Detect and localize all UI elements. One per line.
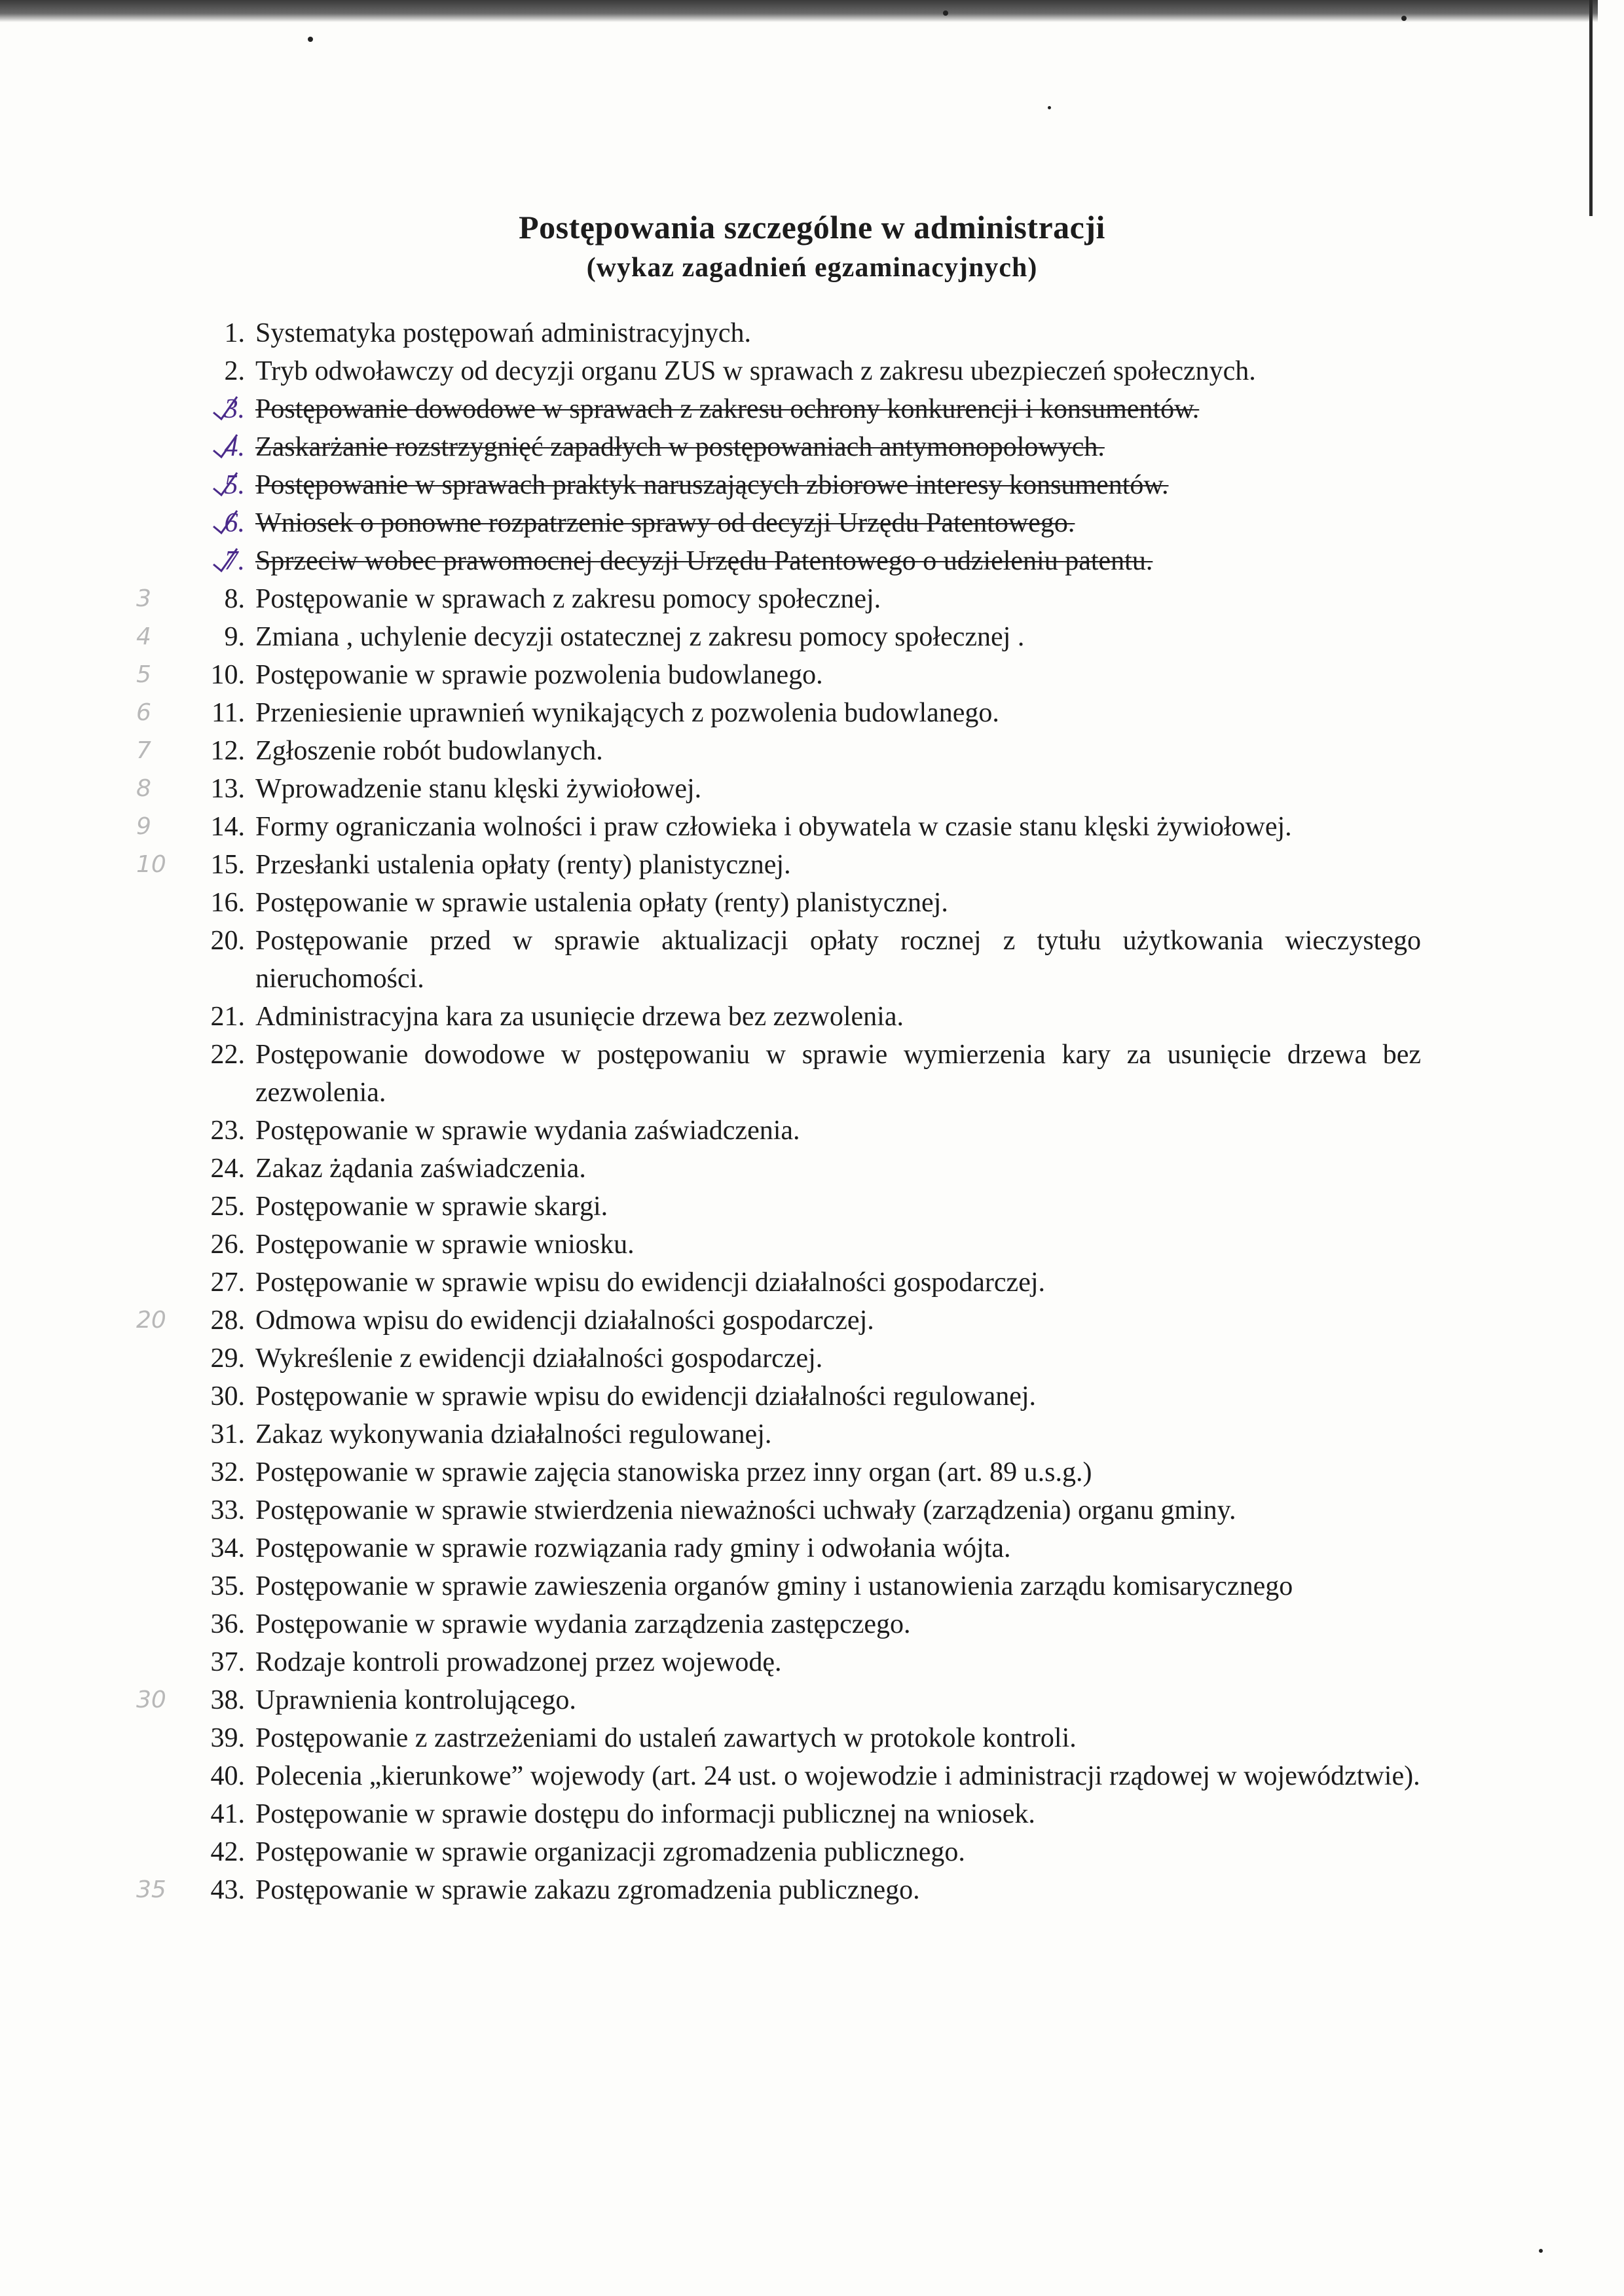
list-item	[177, 504, 1421, 542]
list-item	[177, 1377, 1421, 1415]
item-text: Postępowanie w sprawie zajęcia stanowiska przez inny organ (art. 89 u.s.g.)	[255, 1457, 1092, 1487]
pencil-margin-number: 5	[136, 661, 151, 688]
item-number: 23.	[210, 1116, 245, 1146]
item-number: 27.	[210, 1267, 245, 1298]
list-item	[177, 1643, 1421, 1681]
pencil-margin-number: 8	[136, 775, 151, 802]
list-item	[177, 1264, 1421, 1302]
item-number: 5.	[224, 470, 245, 500]
item-text: Odmowa wpisu do ewidencji działalności gospodarczej.	[255, 1305, 874, 1336]
pencil-margin-number: 9	[136, 813, 151, 840]
pen-check-icon	[208, 431, 241, 464]
item-number: 22.	[210, 1040, 245, 1070]
list-item	[177, 1795, 1421, 1833]
item-text: Postępowanie w sprawie stwierdzenia nieważności uchwały (zarządzenia) organu gminy.	[255, 1495, 1236, 1525]
item-number: 3.	[224, 394, 245, 424]
pencil-margin-number: 3	[136, 585, 151, 612]
item-text: Zakaz żądania zaświadczenia.	[255, 1154, 586, 1184]
item-text: Postępowanie w sprawie zakazu zgromadzenia publicznego.	[255, 1875, 920, 1905]
list-item	[177, 1605, 1421, 1643]
list-item	[177, 466, 1421, 504]
list-item	[177, 922, 1421, 998]
item-text: Postępowanie w sprawie wniosku.	[255, 1230, 635, 1260]
item-text: Postępowanie w sprawie wydania zarządzenia zastępczego.	[255, 1609, 911, 1639]
pen-check-icon	[208, 393, 241, 426]
list-item	[177, 428, 1421, 466]
scan-speck	[1048, 106, 1051, 109]
list-item	[177, 314, 1421, 352]
item-number: 14.	[210, 812, 245, 842]
pencil-margin-number: 30	[136, 1686, 166, 1713]
exam-topic-list	[136, 314, 1421, 1909]
item-text: Wniosek o ponowne rozpatrzenie sprawy od decyzji Urzędu Patentowego.	[255, 508, 1075, 538]
item-text: Zgłoszenie robót budowlanych.	[255, 736, 603, 766]
item-number: 35.	[210, 1571, 245, 1601]
item-text: Zmiana , uchylenie decyzji ostatecznej z zakresu pomocy społecznej .	[255, 622, 1025, 652]
item-text: Postępowanie dowodowe w sprawach z zakresu ochrony konkurencji i konsumentów.	[255, 394, 1200, 424]
item-number: 20.	[210, 926, 245, 956]
list-item	[177, 542, 1421, 580]
item-text: Postępowanie w sprawie zawieszenia organów gminy i ustanowienia zarządu komisarycznego	[255, 1571, 1293, 1601]
item-number: 30.	[210, 1381, 245, 1412]
item-text: Formy ograniczania wolności i praw człowieka i obywatela w czasie stanu klęski żywiołowej.	[255, 812, 1292, 842]
item-text: Postępowanie z zastrzeżeniami do ustaleń zawartych w protokole kontroli.	[255, 1723, 1077, 1753]
item-number: 31.	[210, 1419, 245, 1449]
list-item	[136, 618, 1421, 656]
list-item	[136, 846, 1421, 884]
item-number: 43.	[210, 1875, 245, 1905]
list-item	[136, 770, 1421, 808]
item-number: 9.	[224, 622, 245, 652]
list-item	[136, 1871, 1421, 1909]
item-text: Uprawnienia kontrolującego.	[255, 1685, 576, 1715]
item-text: Przesłanki ustalenia opłaty (renty) planistycznej.	[255, 850, 791, 880]
item-text: Postępowanie w sprawie skargi.	[255, 1192, 608, 1222]
item-number: 12.	[210, 736, 245, 766]
list-item	[136, 656, 1421, 694]
item-text: Postępowanie w sprawie ustalenia opłaty (renty) planistycznej.	[255, 888, 948, 918]
list-item	[177, 1339, 1421, 1377]
item-text: Tryb odwoławczy od decyzji organu ZUS w sprawach z zakresu ubezpieczeń społecznych.	[255, 356, 1256, 386]
item-text: Postępowanie w sprawach praktyk naruszających zbiorowe interesy konsumentów.	[255, 470, 1169, 500]
item-number: 29.	[210, 1343, 245, 1374]
list-item	[136, 1681, 1421, 1719]
scan-edge-right	[1589, 0, 1593, 216]
pencil-margin-number: 6	[136, 699, 151, 726]
item-text: Postępowanie w sprawie pozwolenia budowlanego.	[255, 660, 823, 690]
item-text: Zakaz wykonywania działalności regulowanej.	[255, 1419, 772, 1449]
item-number: 6.	[224, 508, 245, 538]
pencil-margin-number: 7	[136, 737, 151, 764]
list-item	[177, 390, 1421, 428]
item-text: Postępowanie w sprawie rozwiązania rady gminy i odwołania wójta.	[255, 1533, 1011, 1563]
list-item	[136, 808, 1421, 846]
list-item	[177, 1719, 1421, 1757]
item-text: Postępowanie w sprawie wpisu do ewidencji działalności gospodarczej.	[255, 1267, 1046, 1298]
item-number: 25.	[210, 1192, 245, 1222]
item-number: 11.	[212, 698, 245, 728]
scan-speck	[943, 10, 948, 16]
pen-check-icon	[208, 545, 241, 577]
item-text: Administracyjna kara za usunięcie drzewa bez zezwolenia.	[255, 1002, 904, 1032]
item-number: 15.	[210, 850, 245, 880]
item-text: Postępowanie w sprawie dostępu do informacji publicznej na wniosek.	[255, 1799, 1035, 1829]
item-number: 40.	[210, 1761, 245, 1791]
pencil-margin-number: 35	[136, 1876, 166, 1903]
item-number: 7.	[224, 546, 245, 576]
pencil-margin-number: 4	[136, 623, 151, 650]
item-text: Rodzaje kontroli prowadzonej przez wojewodę.	[255, 1647, 782, 1677]
scan-speck	[308, 37, 313, 42]
pen-check-icon	[208, 469, 241, 501]
list-item	[136, 694, 1421, 732]
item-number: 36.	[210, 1609, 245, 1639]
item-text: Zaskarżanie rozstrzygnięć zapadłych w postępowaniach antymonopolowych.	[255, 432, 1105, 462]
list-item	[177, 1226, 1421, 1264]
item-text: Systematyka postępowań administracyjnych.	[255, 318, 752, 348]
item-number: 1.	[224, 318, 245, 348]
item-text: Postępowanie dowodowe w postępowaniu w sprawie wymierzenia kary za usunięcie drzewa bez zezwolenia.	[255, 1040, 1421, 1108]
item-text: Postępowanie w sprawie wpisu do ewidencji działalności regulowanej.	[255, 1381, 1037, 1412]
list-item	[177, 352, 1421, 390]
item-number: 37.	[210, 1647, 245, 1677]
list-item	[177, 1491, 1421, 1529]
item-number: 10.	[210, 660, 245, 690]
scan-speck	[1539, 2249, 1543, 2253]
item-number: 34.	[210, 1533, 245, 1563]
list-item	[177, 1757, 1421, 1795]
list-item	[177, 1453, 1421, 1491]
item-number: 33.	[210, 1495, 245, 1525]
pencil-margin-number: 10	[136, 851, 166, 878]
item-text: Postępowanie w sprawach z zakresu pomocy społecznej.	[255, 584, 881, 614]
list-item	[177, 1529, 1421, 1567]
item-number: 13.	[210, 774, 245, 804]
list-item	[177, 1415, 1421, 1453]
list-item	[177, 1833, 1421, 1871]
item-text: Wykreślenie z ewidencji działalności gospodarczej.	[255, 1343, 823, 1374]
item-number: 16.	[210, 888, 245, 918]
item-number: 24.	[210, 1154, 245, 1184]
item-text: Wprowadzenie stanu klęski żywiołowej.	[255, 774, 702, 804]
pencil-margin-number: 20	[136, 1307, 166, 1334]
document-title: Postępowania szczególne w administracji	[519, 209, 1105, 246]
scan-edge-top	[0, 0, 1598, 22]
item-number: 4.	[224, 432, 245, 462]
item-text: Przeniesienie uprawnień wynikających z pozwolenia budowlanego.	[255, 698, 999, 728]
list-item	[177, 1036, 1421, 1112]
list-item	[136, 580, 1421, 618]
list-item	[177, 1150, 1421, 1188]
list-item	[177, 884, 1421, 922]
item-number: 42.	[210, 1837, 245, 1867]
list-item	[136, 1302, 1421, 1339]
item-number: 26.	[210, 1230, 245, 1260]
item-text: Postępowanie w sprawie organizacji zgromadzenia publicznego.	[255, 1837, 965, 1867]
item-number: 38.	[210, 1685, 245, 1715]
scan-speck	[1401, 16, 1407, 21]
list-item	[177, 1112, 1421, 1150]
item-number: 8.	[224, 584, 245, 614]
item-text: Postępowanie przed w sprawie aktualizacji opłaty rocznej z tytułu użytkowania wieczystego nieruchomości.	[255, 926, 1421, 994]
document-subtitle: (wykaz zagadnień egzaminacyjnych)	[586, 253, 1038, 283]
list-item	[136, 732, 1421, 770]
item-number: 21.	[210, 1002, 245, 1032]
item-number: 39.	[210, 1723, 245, 1753]
item-number: 32.	[210, 1457, 245, 1487]
item-number: 28.	[210, 1305, 245, 1336]
item-text: Postępowanie w sprawie wydania zaświadczenia.	[255, 1116, 800, 1146]
pen-check-icon	[208, 507, 241, 539]
list-item	[177, 1188, 1421, 1226]
item-number: 41.	[210, 1799, 245, 1829]
item-text: Sprzeciw wobec prawomocnej decyzji Urzędu Patentowego o udzieleniu patentu.	[255, 546, 1153, 576]
item-text: Polecenia „kierunkowe” wojewody (art. 24 ust. o wojewodzie i administracji rządowej w województwie).	[255, 1761, 1420, 1791]
list-item	[177, 998, 1421, 1036]
item-number: 2.	[224, 356, 245, 386]
list-item	[177, 1567, 1421, 1605]
